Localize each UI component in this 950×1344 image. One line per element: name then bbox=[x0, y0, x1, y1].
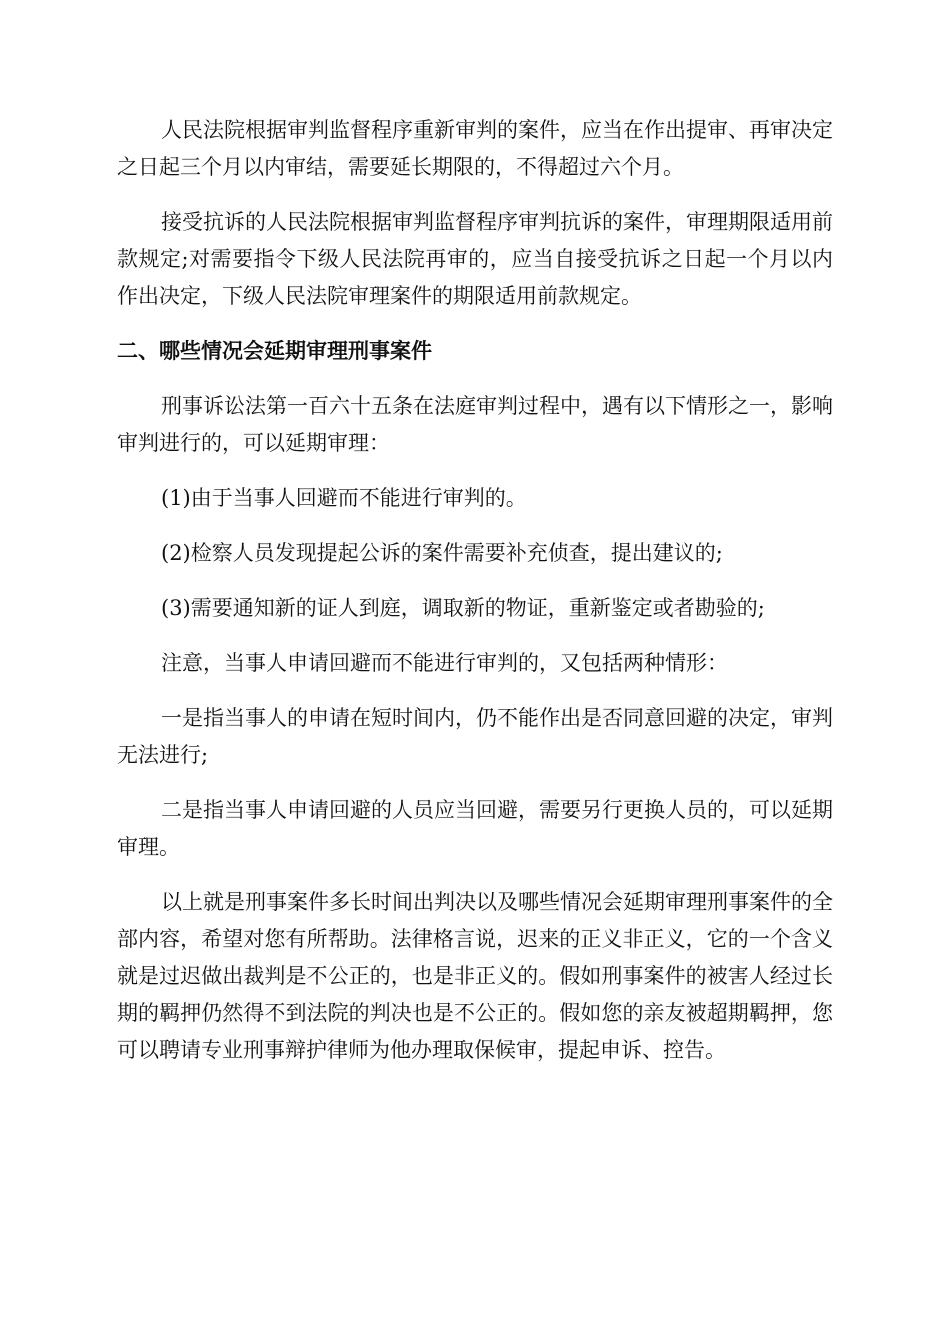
paragraph-protest-period: 接受抗诉的人民法院根据审判监督程序审判抗诉的案件，审理期限适用前款规定;对需要指令下级人民法院再审的，应当自接受抗诉之日起一个月以内作出决定，下级人民法院审理案件的期限适用前款规定。 bbox=[117, 210, 833, 308]
paragraph-case-one: 一是指当事人的申请在短时间内，仍不能作出是否同意回避的决定，审判无法进行; bbox=[117, 706, 833, 767]
section-heading: 二、哪些情况会延期审理刑事案件 bbox=[117, 339, 432, 363]
paragraph-conclusion: 以上就是刑事案件多长时间出判决以及哪些情况会延期审理刑事案件的全部内容，希望对您有所帮助。法律格言说，迟来的正义非正义，它的一个含义就是过迟做出裁判是不公正的，也是非正义的。假如刑事案件的被害人经过长期的羁押仍然得不到法院的判决也是不公正的。假如您的亲友被超期羁押，您可以聘请专业刑事辩护律师为他办理取保候审，提起申诉、控告。 bbox=[117, 890, 833, 1062]
list-item-2: (2)检察人员发现提起公诉的案件需要补充侦查，提出建议的; bbox=[161, 541, 723, 565]
paragraph-retrial-period: 人民法院根据审判监督程序重新审判的案件，应当在作出提审、再审决定之日起三个月以内审结，需要延长期限的，不得超过六个月。 bbox=[117, 118, 833, 179]
list-item-1: (1)由于当事人回避而不能进行审判的。 bbox=[161, 486, 527, 510]
paragraph-article-165: 刑事诉讼法第一百六十五条在法庭审判过程中，遇有以下情形之一，影响审判进行的，可以延期审理： bbox=[117, 394, 833, 455]
paragraph-note: 注意，当事人申请回避而不能进行审判的，又包括两种情形： bbox=[161, 651, 728, 675]
document-body bbox=[117, 112, 833, 1087]
paragraph-case-two: 二是指当事人申请回避的人员应当回避，需要另行更换人员的，可以延期审理。 bbox=[117, 798, 833, 859]
list-item-3: (3)需要通知新的证人到庭，调取新的物证，重新鉴定或者勘验的; bbox=[161, 596, 765, 620]
